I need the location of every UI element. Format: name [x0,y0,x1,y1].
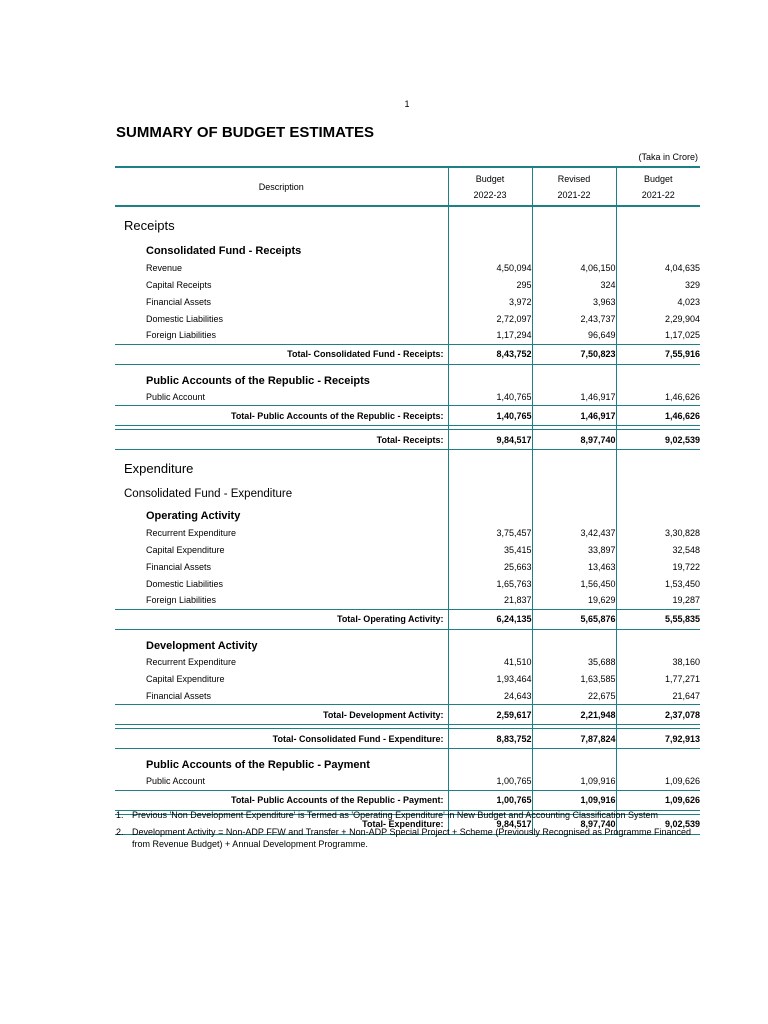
value-cell: 2,37,078 [616,705,700,725]
unit-note: (Taka in Crore) [638,152,698,162]
description-header: Description [115,167,448,206]
footnote-number: 2. [116,827,124,837]
value-cell: 4,04,635 [616,259,700,276]
value-cell: 35,415 [448,541,532,558]
empty-cell [448,478,532,500]
row-label: Consolidated Fund - Receipts [146,245,302,257]
value-cell: 33,897 [532,541,616,558]
page-title: SUMMARY OF BUDGET ESTIMATES [116,124,375,141]
empty-cell [532,450,616,479]
empty-cell [448,206,532,235]
footnote-text: Previous 'Non Development Expenditure' is Termed as 'Operating Expenditure' in New Budget and Accounting Classification System [132,810,658,820]
empty-cell [616,235,700,259]
empty-cell [448,749,532,774]
value-cell: 7,55,916 [616,344,700,364]
revised-2021-22-header: Revised 2021-22 [532,167,616,206]
page-number: 1 [404,99,410,109]
value-cell: 329 [616,276,700,293]
value-cell: 1,09,916 [532,790,616,810]
value-cell: 35,688 [532,654,616,671]
table-row [115,773,700,790]
row-label: Total- Development Activity: [115,705,448,725]
value-cell: 4,06,150 [532,259,616,276]
empty-cell [448,235,532,259]
value-cell: 8,43,752 [448,344,532,364]
row-label: Public Accounts of the Republic - Receipts [146,374,370,387]
value-cell: 3,30,828 [616,524,700,541]
budget-2022-23-header: Budget 2022-23 [448,167,532,206]
value-cell: 19,287 [616,592,700,609]
empty-cell [532,629,616,654]
empty-cell [532,364,616,389]
total-row [115,705,700,725]
section-heading-row [115,500,700,524]
value-cell: 8,97,740 [532,814,616,834]
row-label: Recurrent Expenditure [146,657,237,667]
row-label: Domestic Liabilities [146,313,224,324]
value-cell: 7,92,913 [616,729,700,749]
value-cell: 7,87,824 [532,729,616,749]
total-row [115,430,700,450]
value-cell: 9,84,517 [448,430,532,450]
value-cell: 2,72,097 [448,310,532,327]
table-row [115,276,700,293]
row-label: Consolidated Fund - Expenditure [124,488,293,500]
value-cell: 2,59,617 [448,705,532,725]
total-row [115,344,700,364]
row-label: Public Account [146,776,206,787]
value-cell: 1,00,765 [448,773,532,790]
value-cell: 1,46,917 [532,389,616,406]
row-label: Capital Receipts [146,279,212,290]
value-cell: 9,02,539 [616,430,700,450]
row-label: Total- Operating Activity: [115,609,448,629]
value-cell: 2,21,948 [532,705,616,725]
value-cell: 1,53,450 [616,575,700,592]
empty-cell [616,364,700,389]
value-cell: 4,50,094 [448,259,532,276]
total-row [115,406,700,426]
budget-summary-table [115,166,700,835]
value-cell: 324 [532,276,616,293]
row-label: Operating Activity [146,510,241,522]
value-cell: 8,83,752 [448,729,532,749]
value-cell: 2,43,737 [532,310,616,327]
value-cell: 1,09,626 [616,790,700,810]
empty-cell [616,629,700,654]
section-heading-row [115,450,700,479]
section-heading-row [115,749,700,774]
value-cell: 1,63,585 [532,671,616,688]
table-row [115,389,700,406]
table-row [115,310,700,327]
footnote-number: 1. [116,810,124,820]
table-row [115,558,700,575]
empty-cell [448,450,532,479]
empty-cell [532,500,616,524]
row-label: Domestic Liabilities [146,578,224,589]
value-cell: 1,46,626 [616,406,700,426]
row-label: Capital Expenditure [146,544,225,555]
value-cell: 13,463 [532,558,616,575]
value-cell: 5,65,876 [532,609,616,629]
empty-cell [532,749,616,774]
value-cell: 1,09,916 [532,773,616,790]
table-row [115,654,700,671]
footnote [116,826,691,850]
table-row [115,524,700,541]
value-cell: 96,649 [532,327,616,344]
row-label: Public Accounts of the Republic - Payment [146,759,370,771]
budget-2021-22-header: Budget 2021-22 [616,167,700,206]
value-cell: 38,160 [616,654,700,671]
table-row [115,259,700,276]
row-label: Total- Public Accounts of the Republic - Payment: [115,790,448,810]
section-heading-row [115,364,700,389]
value-cell: 21,837 [448,592,532,609]
value-cell: 295 [448,276,532,293]
total-row [115,790,700,810]
row-label: Development Activity [146,639,258,652]
row-label: Financial Assets [146,296,212,307]
table-header-row [115,167,700,206]
row-label: Financial Assets [146,690,212,701]
value-cell: 1,09,626 [616,773,700,790]
value-cell: 1,46,626 [616,389,700,406]
value-cell: 3,972 [448,293,532,310]
table-row [115,592,700,609]
table-row [115,327,700,344]
section-heading-row [115,478,700,500]
section-heading-row [115,206,700,235]
value-cell: 1,17,294 [448,327,532,344]
value-cell: 7,50,823 [532,344,616,364]
table-row [115,575,700,592]
value-cell: 1,46,917 [532,406,616,426]
row-label: Receipts [124,218,175,233]
value-cell: 4,023 [616,293,700,310]
empty-cell [532,478,616,500]
value-cell: 1,17,025 [616,327,700,344]
value-cell: 19,722 [616,558,700,575]
empty-cell [616,206,700,235]
row-label: Total- Public Accounts of the Republic - Receipts: [115,406,448,426]
empty-cell [616,500,700,524]
footnote [116,809,691,821]
value-cell: 1,77,271 [616,671,700,688]
empty-cell [616,749,700,774]
value-cell: 25,663 [448,558,532,575]
row-label: Foreign Liabilities [146,595,217,606]
value-cell: 22,675 [532,688,616,705]
table-row [115,541,700,558]
value-cell: 3,75,457 [448,524,532,541]
value-cell: 9,02,539 [616,814,700,834]
value-cell: 1,93,464 [448,671,532,688]
row-label: Total- Consolidated Fund - Expenditure: [115,729,448,749]
value-cell: 3,42,437 [532,524,616,541]
value-cell: 9,84,517 [448,814,532,834]
value-cell: 41,510 [448,654,532,671]
table-row [115,293,700,310]
footnotes [116,809,691,855]
value-cell: 1,65,763 [448,575,532,592]
value-cell: 1,00,765 [448,790,532,810]
row-label: Foreign Liabilities [146,330,217,341]
value-cell: 3,963 [532,293,616,310]
row-label: Revenue [146,262,183,273]
table-row [115,688,700,705]
empty-cell [532,206,616,235]
empty-cell [616,478,700,500]
row-label: Total- Expenditure: [115,814,448,834]
empty-cell [532,235,616,259]
row-label: Capital Expenditure [146,674,225,684]
section-heading-row [115,235,700,259]
value-cell: 6,24,135 [448,609,532,629]
value-cell: 5,55,835 [616,609,700,629]
row-label: Expenditure [124,461,194,476]
empty-cell [448,364,532,389]
section-heading-row [115,629,700,654]
row-label: Financial Assets [146,561,212,572]
row-label: Total- Consolidated Fund - Receipts: [115,344,448,364]
table-row [115,671,700,688]
value-cell: 1,56,450 [532,575,616,592]
value-cell: 8,97,740 [532,430,616,450]
empty-cell [448,629,532,654]
total-row [115,729,700,749]
value-cell: 21,647 [616,688,700,705]
table-body [115,206,700,834]
value-cell: 1,40,765 [448,389,532,406]
empty-cell [448,500,532,524]
value-cell: 2,29,904 [616,310,700,327]
footnote-text: Development Activity = Non-ADP FFW and Transfer + Non-ADP Special Project + Scheme (Previously Recognised as Programme Financed from Revenue Budget) + Annual Development Programme. [132,827,691,849]
value-cell: 1,40,765 [448,406,532,426]
value-cell: 24,643 [448,688,532,705]
empty-cell [616,450,700,479]
row-label: Recurrent Expenditure [146,527,237,538]
row-label: Public Account [146,391,206,402]
total-row [115,609,700,629]
value-cell: 19,629 [532,592,616,609]
value-cell: 32,548 [616,541,700,558]
row-label: Total- Receipts: [115,430,448,450]
